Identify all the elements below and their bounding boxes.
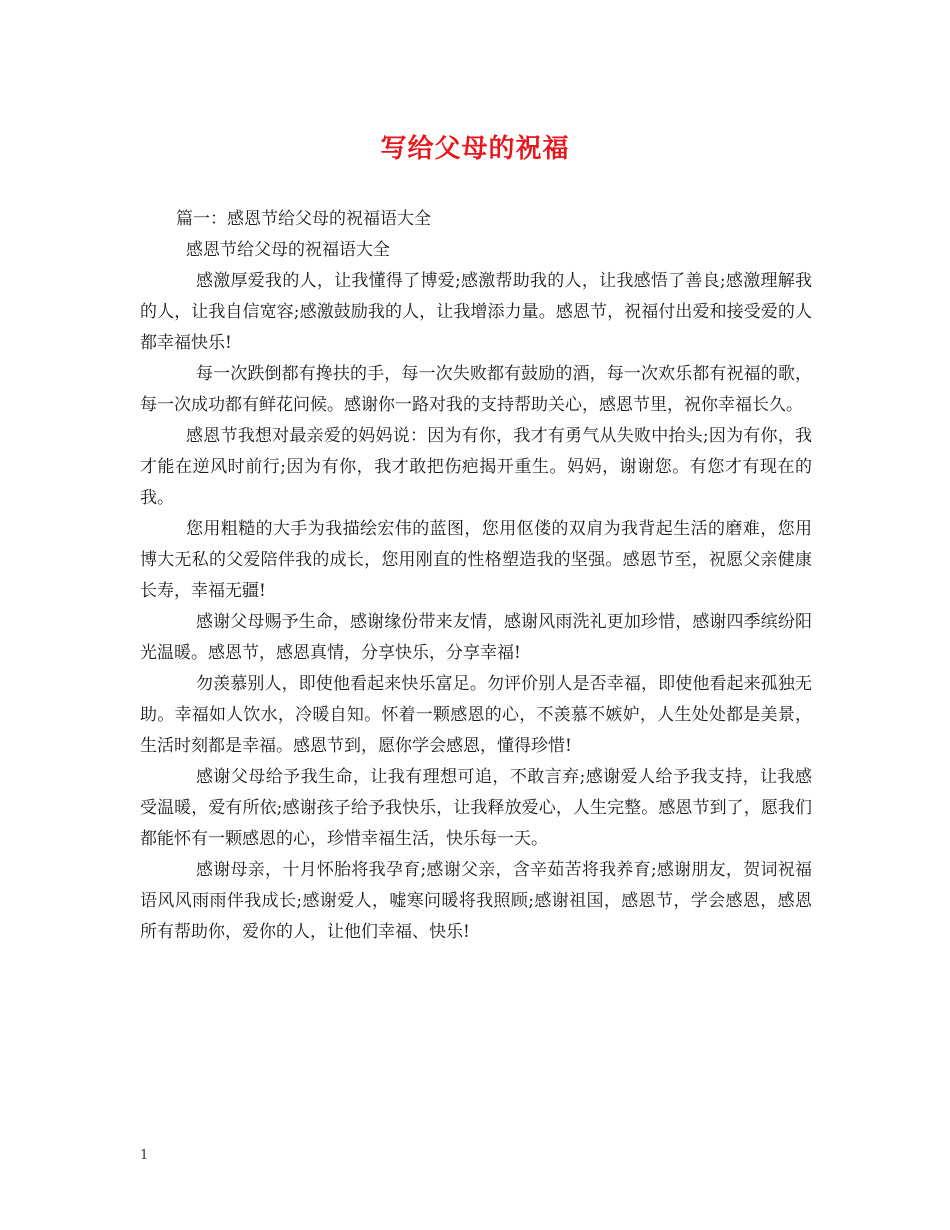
paragraph-1: 感激厚爱我的人，让我懂得了博爱;感激帮助我的人，让我感悟了善良;感激理解我的人，让我自信宽容;感激鼓励我的人，让我增添力量。感恩节，祝福付出爱和接受爱的人都幸福快乐! (140, 271, 812, 353)
paragraph-5: 感谢父母赐予生命，感谢缘份带来友情，感谢风雨洗礼更加珍惜，感谢四季缤纷阳光温暖。感恩节，感恩真情，分享快乐，分享幸福! (140, 612, 812, 663)
document-title: 写给父母的祝福 (380, 134, 570, 164)
paragraph-6: 勿羡慕别人，即使他看起来快乐富足。勿评价别人是否幸福，即使他看起来孤独无助。幸福如人饮水，冷暖自知。怀着一颗感恩的心，不羡慕不嫉妒，人生处处都是美景，生活时刻都是幸福。感恩节到，愿你学会感恩，懂得珍惜! (140, 674, 812, 756)
paragraph-3: 感恩节我想对最亲爱的妈妈说：因为有你，我才有勇气从失败中抬头;因为有你，我才能在逆风时前行;因为有你，我才敢把伤疤揭开重生。妈妈，谢谢您。有您才有现在的我。 (140, 426, 812, 508)
document-body (140, 204, 812, 948)
section-heading: 篇一：感恩节给父母的祝福语大全 (176, 209, 431, 229)
page-number: 1 (140, 1148, 149, 1163)
section-subheading: 感恩节给父母的祝福语大全 (186, 240, 390, 260)
paragraph-7: 感谢父母给予我生命，让我有理想可追，不敢言弃;感谢爱人给予我支持，让我感受温暖，爱有所依;感谢孩子给予我快乐，让我释放爱心，人生完整。感恩节到了，愿我们都能怀有一颗感恩的心，珍惜幸福生活，快乐每一天。 (140, 767, 812, 849)
paragraph-8: 感谢母亲，十月怀胎将我孕育;感谢父亲，含辛茹苦将我养育;感谢朋友，贺词祝福语风风雨雨伴我成长;感谢爱人，嘘寒问暖将我照顾;感谢祖国，感恩节，学会感恩，感恩所有帮助你，爱你的人，让他们幸福、快乐! (140, 860, 812, 942)
paragraph-4: 您用粗糙的大手为我描绘宏伟的蓝图，您用伛偻的双肩为我背起生活的磨难，您用博大无私的父爱陪伴我的成长，您用刚直的性格塑造我的坚强。感恩节至，祝愿父亲健康长寿，幸福无疆! (140, 519, 812, 601)
paragraph-2: 每一次跌倒都有搀扶的手，每一次失败都有鼓励的酒，每一次欢乐都有祝福的歌，每一次成功都有鲜花问候。感谢你一路对我的支持帮助关心，感恩节里，祝你幸福长久。 (140, 364, 812, 415)
